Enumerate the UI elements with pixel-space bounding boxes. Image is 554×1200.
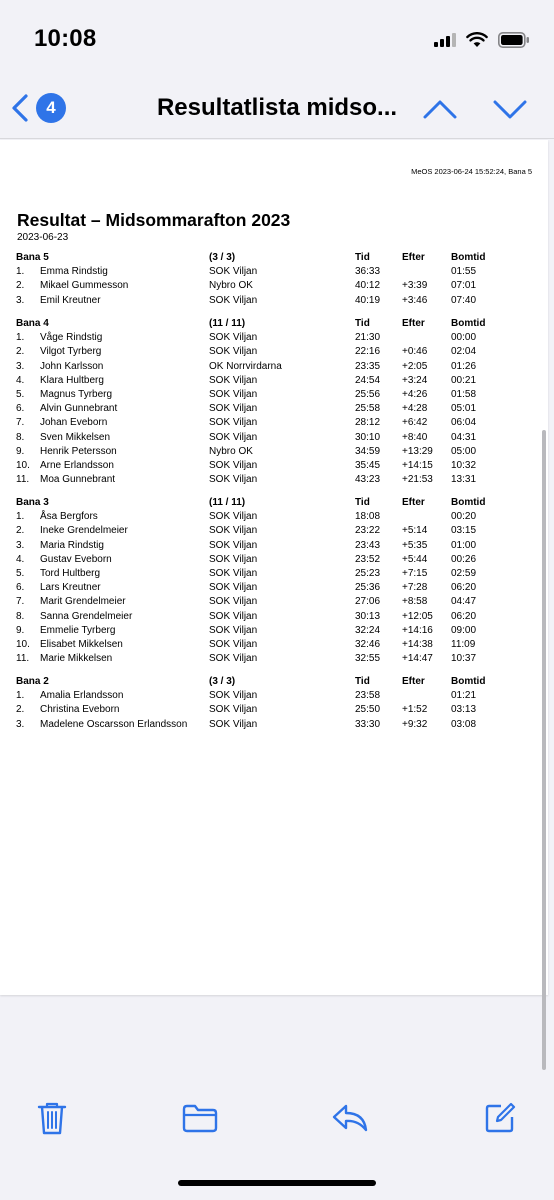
result-row: [0, 388, 548, 402]
runner-name: Madelene Oscarsson Erlandsson: [40, 718, 188, 730]
runner-name: Alvin Gunnebrant: [40, 403, 118, 415]
navigation-bar: [0, 80, 554, 139]
club-name: SOK Viljan: [209, 459, 258, 471]
time-behind: +3:24: [402, 374, 428, 386]
result-time: 35:45: [355, 459, 381, 471]
document-date: 2023-06-23: [17, 232, 69, 243]
result-place: 7.: [16, 417, 25, 429]
miss-time: 04:47: [451, 596, 477, 608]
club-name: SOK Viljan: [209, 403, 258, 415]
time-behind: +14:38: [402, 638, 433, 650]
miss-time: 10:32: [451, 459, 477, 471]
time-behind: +14:15: [402, 459, 433, 471]
result-row: [0, 279, 548, 293]
cellular-signal-icon: [434, 33, 456, 47]
miss-time: 01:26: [451, 360, 477, 372]
result-place: 10.: [16, 638, 30, 650]
miss-time: 11:09: [451, 638, 476, 650]
column-header-after: Efter: [402, 318, 425, 329]
club-name: SOK Viljan: [209, 539, 258, 551]
result-row: [0, 294, 548, 308]
course-name: Bana 3: [16, 497, 49, 508]
result-place: 10.: [16, 459, 30, 471]
result-time: 23:58: [355, 690, 381, 702]
result-place: 3.: [16, 294, 25, 306]
result-time: 30:10: [355, 431, 381, 443]
result-place: 6.: [16, 403, 25, 415]
course-header-row: [0, 675, 548, 689]
result-time: 25:23: [355, 567, 381, 579]
club-name: SOK Viljan: [209, 474, 258, 486]
column-header-time: Tid: [355, 676, 370, 687]
pdf-document-page[interactable]: [0, 140, 548, 995]
club-name: SOK Viljan: [209, 704, 258, 716]
course-count: (11 / 11): [209, 318, 246, 329]
miss-time: 05:00: [451, 445, 477, 457]
result-row: [0, 718, 548, 732]
result-row: [0, 624, 548, 638]
time-behind: +7:15: [402, 567, 428, 579]
miss-time: 01:58: [451, 388, 477, 400]
result-time: 23:43: [355, 539, 381, 551]
result-place: 3.: [16, 718, 25, 730]
runner-name: Klara Hultberg: [40, 374, 104, 386]
result-place: 1.: [16, 332, 25, 344]
result-row: [0, 345, 548, 359]
time-behind: +13:29: [402, 445, 433, 457]
runner-name: Emmelie Tyrberg: [40, 624, 116, 636]
runner-name: Mikael Gummesson: [40, 280, 129, 292]
runner-name: John Karlsson: [40, 360, 104, 372]
miss-time: 06:04: [451, 417, 477, 429]
miss-time: 00:21: [451, 374, 477, 386]
time-behind: +5:35: [402, 539, 428, 551]
result-place: 2.: [16, 704, 25, 716]
column-header-after: Efter: [402, 252, 425, 263]
time-behind: +5:44: [402, 553, 428, 565]
status-time: 10:08: [34, 25, 97, 52]
trash-icon: [36, 1100, 68, 1136]
club-name: SOK Viljan: [209, 582, 258, 594]
result-time: 18:08: [355, 511, 381, 523]
document-meta: MeOS 2023-06-24 15:52:24, Bana 5: [411, 167, 532, 176]
miss-time: 13:31: [451, 474, 477, 486]
time-behind: +3:39: [402, 280, 428, 292]
result-place: 2.: [16, 525, 25, 537]
result-row: [0, 374, 548, 388]
course-name: Bana 5: [16, 252, 49, 263]
miss-time: 00:00: [451, 332, 477, 344]
club-name: SOK Viljan: [209, 332, 258, 344]
result-time: 23:35: [355, 360, 381, 372]
miss-time: 00:20: [451, 511, 477, 523]
course-name: Bana 4: [16, 318, 49, 329]
result-place: 1.: [16, 266, 25, 278]
column-header-after: Efter: [402, 497, 425, 508]
time-behind: +1:52: [402, 704, 428, 716]
result-place: 9.: [16, 624, 25, 636]
runner-name: Amalia Erlandsson: [40, 690, 124, 702]
folder-icon: [181, 1103, 219, 1133]
result-row: [0, 689, 548, 703]
time-behind: +4:26: [402, 388, 428, 400]
column-header-miss: Bomtid: [451, 497, 486, 508]
course-count: (3 / 3): [209, 676, 236, 687]
result-time: 27:06: [355, 596, 381, 608]
result-time: 33:30: [355, 718, 381, 730]
miss-time: 03:08: [451, 718, 477, 730]
result-time: 34:59: [355, 445, 381, 457]
runner-name: Våge Rindstig: [40, 332, 103, 344]
compose-icon: [483, 1101, 517, 1135]
course-section: [0, 675, 548, 732]
course-section: [0, 317, 548, 487]
column-header-time: Tid: [355, 252, 370, 263]
result-place: 5.: [16, 567, 25, 579]
runner-name: Johan Eveborn: [40, 417, 108, 429]
result-time: 32:24: [355, 624, 381, 636]
club-name: Nybro OK: [209, 445, 253, 457]
course-count: (11 / 11): [209, 497, 246, 508]
runner-name: Emma Rindstig: [40, 266, 108, 278]
runner-name: Åsa Bergfors: [40, 511, 98, 523]
miss-time: 03:15: [451, 525, 477, 537]
miss-time: 07:40: [451, 294, 477, 306]
compose-button[interactable]: [480, 1098, 520, 1138]
home-indicator[interactable]: [178, 1180, 376, 1186]
runner-name: Henrik Petersson: [40, 445, 117, 457]
result-place: 3.: [16, 539, 25, 551]
course-header-row: [0, 317, 548, 331]
result-place: 2.: [16, 346, 25, 358]
runner-name: Ineke Grendelmeier: [40, 525, 128, 537]
status-icons: [434, 30, 530, 50]
runner-name: Emil Kreutner: [40, 294, 101, 306]
miss-time: 07:01: [451, 280, 477, 292]
club-name: SOK Viljan: [209, 690, 258, 702]
time-behind: +2:05: [402, 360, 428, 372]
result-time: 24:54: [355, 374, 381, 386]
miss-time: 09:00: [451, 624, 477, 636]
result-time: 23:22: [355, 525, 381, 537]
result-place: 2.: [16, 280, 25, 292]
runner-name: Tord Hultberg: [40, 567, 101, 579]
time-behind: +14:47: [402, 653, 433, 665]
runner-name: Christina Eveborn: [40, 704, 120, 716]
column-header-miss: Bomtid: [451, 318, 486, 329]
runner-name: Sanna Grendelmeier: [40, 610, 133, 622]
runner-name: Marie Mikkelsen: [40, 653, 113, 665]
column-header-miss: Bomtid: [451, 676, 486, 687]
miss-time: 01:21: [451, 690, 477, 702]
miss-time: 05:01: [451, 403, 477, 415]
result-row: [0, 445, 548, 459]
time-behind: +8:40: [402, 431, 428, 443]
result-time: 22:16: [355, 346, 381, 358]
club-name: SOK Viljan: [209, 388, 258, 400]
result-place: 4.: [16, 374, 25, 386]
result-row: [0, 567, 548, 581]
miss-time: 01:55: [451, 266, 477, 278]
result-row: [0, 510, 548, 524]
result-row: [0, 265, 548, 279]
runner-name: Maria Rindstig: [40, 539, 104, 551]
club-name: SOK Viljan: [209, 567, 258, 579]
miss-time: 06:20: [451, 610, 477, 622]
result-time: 40:12: [355, 280, 381, 292]
miss-time: 00:26: [451, 553, 477, 565]
result-time: 23:52: [355, 553, 381, 565]
previous-message-button[interactable]: [420, 92, 460, 126]
status-bar: [0, 0, 554, 80]
miss-time: 06:20: [451, 582, 477, 594]
runner-name: Marit Grendelmeier: [40, 596, 126, 608]
time-behind: +8:58: [402, 596, 428, 608]
club-name: SOK Viljan: [209, 346, 258, 358]
runner-name: Lars Kreutner: [40, 582, 101, 594]
move-to-folder-button[interactable]: [180, 1098, 220, 1138]
back-button[interactable]: [10, 90, 80, 126]
course-header-row: [0, 496, 548, 510]
time-behind: +6:42: [402, 417, 428, 429]
result-row: [0, 539, 548, 553]
wifi-icon: [466, 32, 488, 48]
result-time: 40:19: [355, 294, 381, 306]
column-header-miss: Bomtid: [451, 252, 486, 263]
time-behind: +12:05: [402, 610, 433, 622]
time-behind: +21:53: [402, 474, 433, 486]
result-place: 5.: [16, 388, 25, 400]
time-behind: +5:14: [402, 525, 428, 537]
time-behind: +3:46: [402, 294, 428, 306]
result-place: 11.: [16, 474, 30, 486]
club-name: SOK Viljan: [209, 610, 258, 622]
runner-name: Gustav Eveborn: [40, 553, 112, 565]
time-behind: +4:28: [402, 403, 428, 415]
course-count: (3 / 3): [209, 252, 236, 263]
club-name: SOK Viljan: [209, 718, 258, 730]
miss-time: 01:00: [451, 539, 477, 551]
club-name: OK Norrvirdarna: [209, 360, 282, 372]
reply-button[interactable]: [330, 1098, 370, 1138]
club-name: SOK Viljan: [209, 525, 258, 537]
result-row: [0, 459, 548, 473]
result-row: [0, 360, 548, 374]
result-row: [0, 652, 548, 666]
course-section: [0, 496, 548, 666]
time-behind: +0:46: [402, 346, 428, 358]
chevron-up-icon: [420, 92, 460, 126]
result-place: 8.: [16, 610, 25, 622]
result-row: [0, 431, 548, 445]
result-place: 6.: [16, 582, 25, 594]
course-name: Bana 2: [16, 676, 49, 687]
runner-name: Moa Gunnebrant: [40, 474, 116, 486]
result-place: 4.: [16, 553, 25, 565]
result-row: [0, 610, 548, 624]
result-time: 43:23: [355, 474, 381, 486]
result-place: 8.: [16, 431, 25, 443]
result-time: 32:46: [355, 638, 381, 650]
runner-name: Elisabet Mikkelsen: [40, 638, 123, 650]
miss-time: 02:59: [451, 567, 477, 579]
result-row: [0, 331, 548, 345]
chevron-left-icon: [10, 93, 30, 123]
result-place: 3.: [16, 360, 25, 372]
miss-time: 03:13: [451, 704, 477, 716]
club-name: SOK Viljan: [209, 511, 258, 523]
bottom-toolbar: [0, 1090, 554, 1150]
battery-icon: [498, 32, 530, 48]
next-message-button[interactable]: [490, 92, 530, 126]
result-row: [0, 553, 548, 567]
column-header-time: Tid: [355, 318, 370, 329]
result-row: [0, 473, 548, 487]
reply-icon: [331, 1103, 369, 1133]
club-name: SOK Viljan: [209, 553, 258, 565]
result-time: 21:30: [355, 332, 381, 344]
club-name: SOK Viljan: [209, 374, 258, 386]
result-time: 36:33: [355, 266, 381, 278]
miss-time: 04:31: [451, 431, 477, 443]
result-place: 11.: [16, 653, 30, 665]
result-row: [0, 416, 548, 430]
time-behind: +9:32: [402, 718, 428, 730]
result-row: [0, 581, 548, 595]
course-section: [0, 251, 548, 308]
result-time: 32:55: [355, 653, 381, 665]
chevron-down-icon: [490, 92, 530, 126]
result-time: 25:56: [355, 388, 381, 400]
result-place: 1.: [16, 511, 25, 523]
miss-time: 10:37: [451, 653, 477, 665]
course-header-row: [0, 251, 548, 265]
message-count-badge: 4: [36, 93, 66, 123]
club-name: SOK Viljan: [209, 638, 258, 650]
result-row: [0, 595, 548, 609]
result-row: [0, 524, 548, 538]
result-time: 28:12: [355, 417, 381, 429]
result-time: 25:36: [355, 582, 381, 594]
result-row: [0, 703, 548, 717]
result-time: 30:13: [355, 610, 381, 622]
result-row: [0, 638, 548, 652]
scroll-indicator[interactable]: [542, 430, 546, 1070]
runner-name: Arne Erlandsson: [40, 459, 114, 471]
result-place: 1.: [16, 690, 25, 702]
result-time: 25:58: [355, 403, 381, 415]
club-name: SOK Viljan: [209, 266, 258, 278]
time-behind: +7:28: [402, 582, 428, 594]
club-name: SOK Viljan: [209, 294, 258, 306]
result-time: 25:50: [355, 704, 381, 716]
club-name: SOK Viljan: [209, 417, 258, 429]
document-title: Resultat – Midsommarafton 2023: [17, 210, 291, 230]
page-title: Resultatlista midso...: [156, 94, 398, 121]
miss-time: 02:04: [451, 346, 477, 358]
result-row: [0, 402, 548, 416]
runner-name: Vilgot Tyrberg: [40, 346, 102, 358]
club-name: Nybro OK: [209, 280, 253, 292]
result-place: 9.: [16, 445, 25, 457]
club-name: SOK Viljan: [209, 596, 258, 608]
runner-name: Magnus Tyrberg: [40, 388, 113, 400]
club-name: SOK Viljan: [209, 431, 258, 443]
result-place: 7.: [16, 596, 25, 608]
club-name: SOK Viljan: [209, 653, 258, 665]
time-behind: +14:16: [402, 624, 433, 636]
trash-button[interactable]: [32, 1098, 72, 1138]
column-header-after: Efter: [402, 676, 425, 687]
column-header-time: Tid: [355, 497, 370, 508]
runner-name: Sven Mikkelsen: [40, 431, 111, 443]
club-name: SOK Viljan: [209, 624, 258, 636]
